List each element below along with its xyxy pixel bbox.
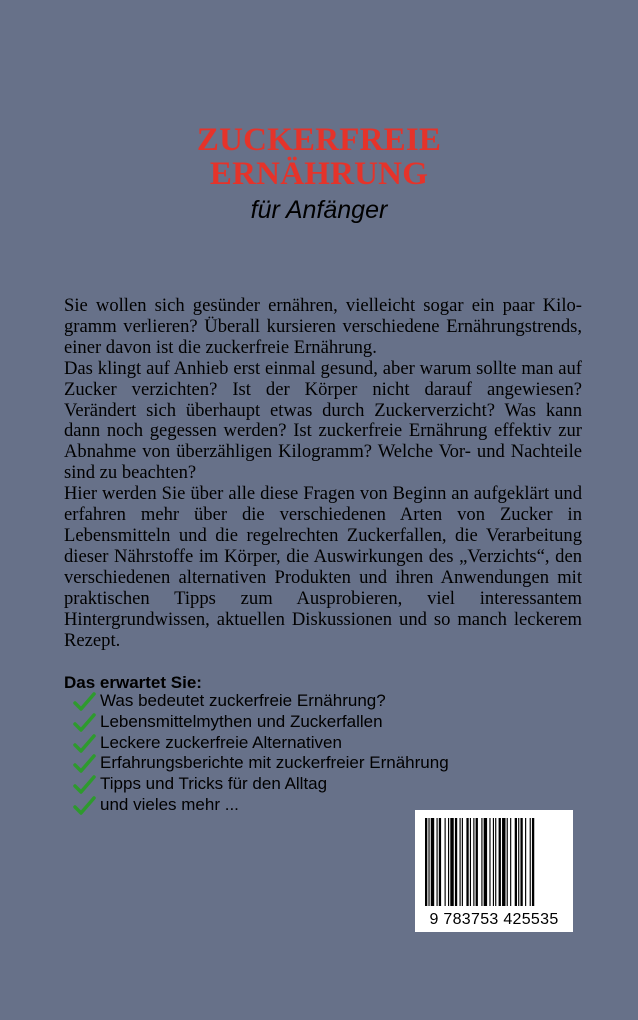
checkmark-icon xyxy=(72,775,96,795)
barcode-digits: 9 783753 425535 xyxy=(429,911,559,928)
isbn-barcode xyxy=(415,810,573,932)
list-item-label: Tipps und Tricks für den Alltag xyxy=(100,774,328,794)
title-line-2: ERNÄHRUNG xyxy=(209,156,429,192)
list-item-label: Was bedeutet zuckerfreie Ernährung? xyxy=(100,691,386,710)
subtitle: für Anfänger xyxy=(250,196,388,224)
list-item xyxy=(72,690,449,711)
blurb-text xyxy=(64,296,582,651)
list-item xyxy=(72,773,449,794)
blurb-paragraph-1: Sie wollen sich gesünder ernähren, vielleicht sogar ein paar Kilogramm verlieren? Überall kursieren verschiedene Ernährungstrends, einer davon ist die zuckerfreie Ernährung. xyxy=(64,295,582,358)
list-item-label: Erfahrungsberichte mit zuckerfreier Ernährung xyxy=(100,753,449,773)
blurb-paragraph-3: Hier werden Sie über alle diese Fragen von Beginn an aufgeklärt und erfahren mehr über die verschiedenen Arten von Zucker in Lebensmitteln und die regelrechten Zuckerfallen, die Verarbeitung dieser Nährstoffe im Körper, die Auswirkungen des „Verzichts“, den verschiedenen alternativen Produkten und ihren Anwendungen mit praktischen Tipps zum Ausprobieren, viel interessantem Hintergrundwissen, aktuellen Diskussionen und so manch leckerem Rezept. xyxy=(64,483,582,651)
list-item xyxy=(72,794,449,815)
list-item-label: Lebensmittelmythen und Zuckerfallen xyxy=(100,711,383,731)
list-item-label: Leckere zuckerfreie Alternativen xyxy=(100,732,342,752)
barcode-bars xyxy=(415,810,573,910)
expect-heading: Das erwartet Sie: xyxy=(64,673,202,692)
checkmark-icon xyxy=(72,754,96,774)
feature-list xyxy=(72,690,449,815)
list-item xyxy=(72,752,449,773)
checkmark-icon xyxy=(72,734,96,754)
checkmark-icon xyxy=(72,692,96,712)
list-item xyxy=(72,732,449,753)
list-item xyxy=(72,711,449,732)
list-item-label: und vieles mehr ... xyxy=(100,794,239,814)
title-line-1: ZUCKERFREIE xyxy=(196,122,442,158)
checkmark-icon xyxy=(72,713,96,733)
checkmark-icon xyxy=(72,796,96,816)
blurb-paragraph-2: Das klingt auf Anhieb erst einmal gesund, aber warum sollte man auf Zucker verzichten? Ist der Körper nicht darauf angewiesen? Verändert sich überhaupt etwas durch Zuckerverzicht? Was kann dann noch gegessen werden? Ist zuckerfreie Ernährung effektiv zur Abnahme von überzähligen Kilogramm? Welche Vor- und Nachteile sind zu beachten? xyxy=(64,357,582,484)
